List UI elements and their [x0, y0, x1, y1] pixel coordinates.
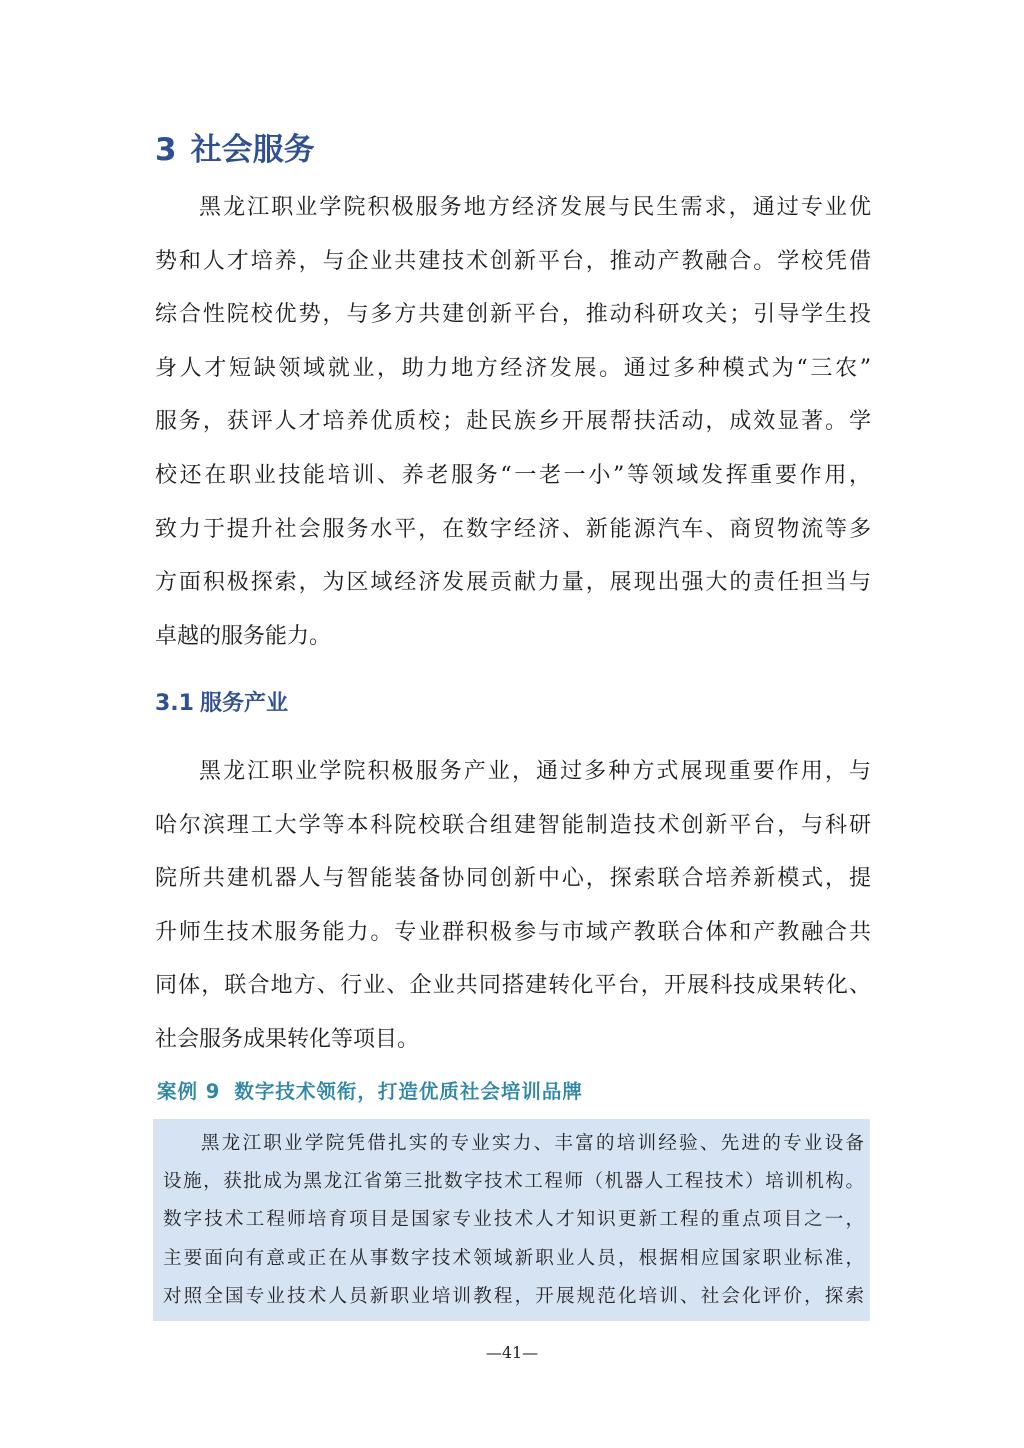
case-line: 数字技术工程师培育项目是国家专业技术人才知识更新工程的重点项目之一，: [163, 1209, 864, 1231]
paragraph-line: 势和人才培养，与企业共建技术创新平台，推动产教融合。学校凭借: [155, 248, 871, 274]
section-title: [155, 128, 315, 172]
case-label: 案例 9: [157, 1080, 221, 1103]
paragraph-line: 综合性院校优势，与多方共建创新平台，推动科研攻关；引导学生投: [155, 302, 871, 328]
case-title: [157, 1073, 583, 1111]
paragraph-line: 校还在职业技能培训、养老服务“一老一小”等领域发挥重要作用，: [155, 462, 871, 488]
page-number: —41—: [485, 1343, 539, 1362]
paragraph-line: 身人才短缺领域就业，助力地方经济发展。通过多种模式为“三农”: [155, 355, 871, 381]
subsection-title: [155, 684, 288, 724]
section-title-text: 社会服务: [190, 132, 315, 168]
case-box: [153, 1119, 870, 1321]
paragraph-line: 服务，获评人才培养优质校；赴民族乡开展帮扶活动，成效显著。学: [155, 409, 871, 435]
paragraph-line: 黑龙江职业学院积极服务产业，通过多种方式展现重要作用，与: [199, 759, 871, 784]
paragraph-line: 哈尔滨理工大学等本科院校联合组建智能制造技术创新平台，与科研: [155, 812, 871, 838]
subsection-paragraph: [155, 745, 871, 1067]
paragraph-line: 方面积极探索，为区域经济发展贡献力量，展现出强大的责任担当与: [155, 570, 871, 596]
case-title-text: 数字技术领衔，打造优质社会培训品牌: [234, 1080, 583, 1103]
paragraph-line: 黑龙江职业学院积极服务地方经济发展与民生需求，通过专业优: [199, 195, 871, 220]
paragraph-line: 致力于提升社会服务水平，在数字经济、新能源汽车、商贸物流等多: [155, 516, 871, 542]
section-paragraph: [155, 181, 871, 663]
case-line: 黑龙江职业学院凭借扎实的专业实力、丰富的培训经验、先进的专业设备: [201, 1133, 864, 1154]
paragraph-line: 院所共建机器人与智能装备协同创新中心，探索联合培养新模式，提: [155, 866, 871, 892]
subsection-number: 3.1: [155, 691, 194, 716]
section-number: 3: [155, 132, 177, 168]
subsection-title-text: 服务产业: [199, 691, 288, 716]
paragraph-line: 卓越的服务能力。: [155, 623, 332, 649]
paragraph-line: 同体，联合地方、行业、企业共同搭建转化平台，开展科技成果转化、: [155, 973, 871, 999]
case-line: 主要面向有意或正在从事数字技术领域新职业人员，根据相应国家职业标准，: [163, 1247, 864, 1269]
case-line: 对照全国专业技术人员新职业培训教程，开展规范化培训、社会化评价，探索: [163, 1285, 864, 1307]
case-line: 设施，获批成为黑龙江省第三批数字技术工程师（机器人工程技术）培训机构。: [163, 1171, 864, 1193]
paragraph-line: 升师生技术服务能力。专业群积极参与市域产教联合体和产教融合共: [155, 919, 871, 945]
paragraph-line: 社会服务成果转化等项目。: [155, 1026, 420, 1052]
